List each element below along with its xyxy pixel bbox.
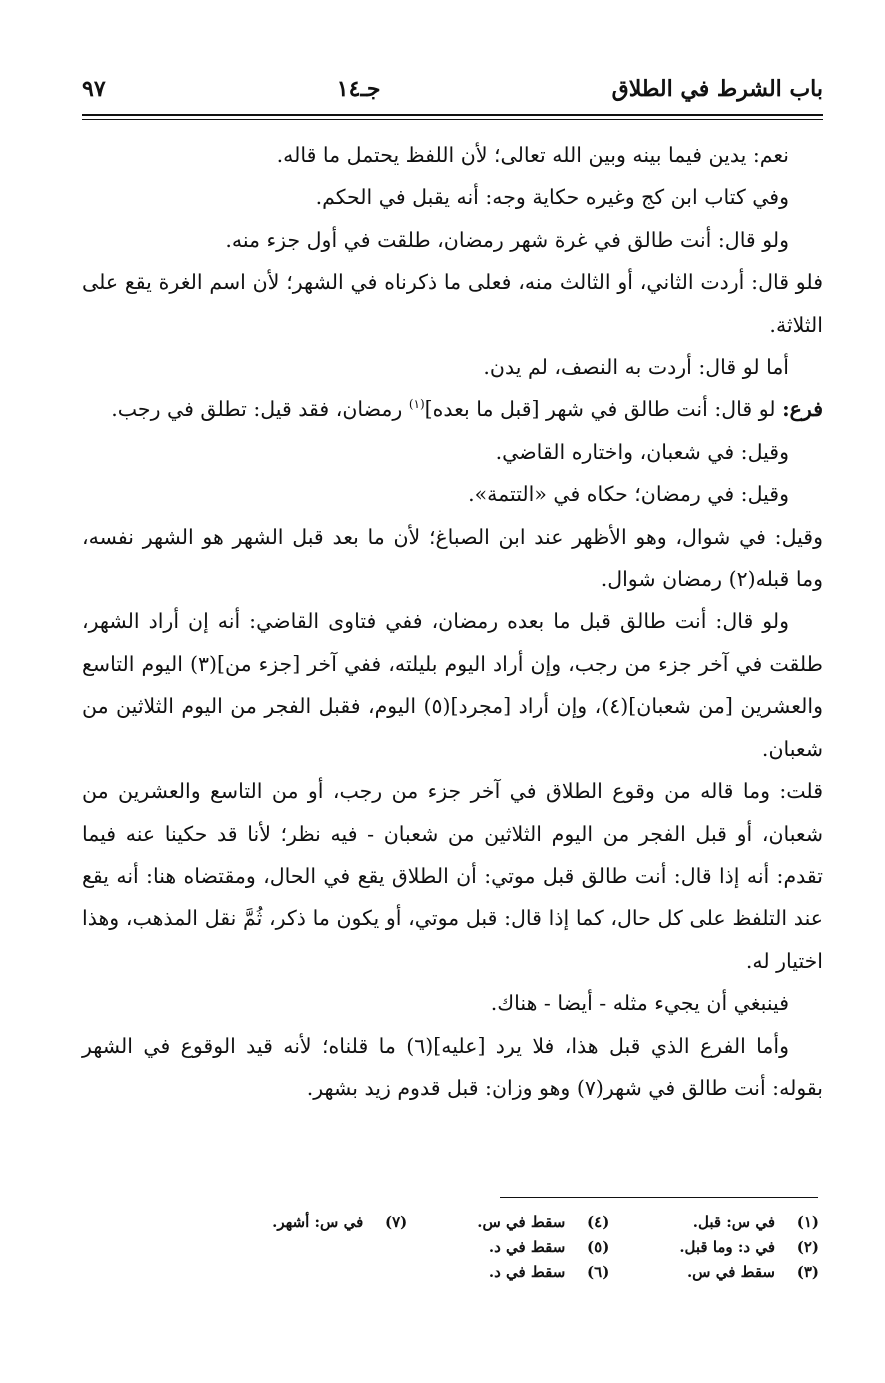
paragraph: وفي كتاب ابن كج وغيره حكاية وجه: أنه يقبل في الحكم.	[315, 185, 789, 210]
far-text-2: رمضان، فقد قيل: تطلق في رجب.	[111, 397, 409, 422]
header-rule-thick	[82, 114, 823, 116]
footnote-text: سقط في د.	[488, 1238, 566, 1256]
volume-number: جـ١٤	[336, 76, 381, 102]
footnote	[477, 1210, 609, 1235]
footnote-number: (٧)	[384, 1213, 408, 1231]
footnote	[477, 1235, 609, 1260]
page-number: ٩٧	[82, 76, 106, 102]
footnote-number: (٤)	[587, 1213, 610, 1231]
footnote-number: (٣)	[796, 1263, 819, 1281]
footnote	[679, 1210, 819, 1235]
paragraph: وقيل: في شوال، وهو الأظهر عند ابن الصباغ؛ لأن ما بعد قبل الشهر هو الشهر نفسه، وما قبله(٢) رمضان شوال.	[82, 524, 823, 592]
chapter-title: باب الشرط في الطلاق	[611, 76, 823, 102]
footnote-text: سقط في س.	[477, 1213, 566, 1231]
footnote-text: في س: أشهر.	[272, 1213, 364, 1231]
paragraph: قلت: وما قاله من وقوع الطلاق في آخر جزء من رجب، أو من التاسع والعشرين من شعبان، أو قبل الفجر من اليوم الثلاثين من شعبان - فيه نظر؛ لأنا قد حكينا عنه فيما تقدم: أنه إذا قال: أنت طالق قبل موتي: أن الطلاق يقع في الحال، ومقتضاه هنا: أنه يقع عند التلفظ على كل حال، كما إذا قال: قبل موتي، أو يكون ما ذكر، ثُمَّ نقل المذهب، وهذا اختيار له.	[82, 779, 823, 973]
paragraph: نعم: يدين فيما بينه وبين الله تعالى؛ لأن اللفظ يحتمل ما قاله.	[276, 143, 789, 167]
main-text	[82, 134, 823, 1109]
footnote	[477, 1260, 609, 1285]
paragraph: فلو قال: أردت الثاني، أو الثالث منه، فعلى ما ذكرناه في الشهر؛ لأن اسم الغرة يقع على الثلاثة.	[82, 270, 823, 337]
header-rule-thin	[82, 119, 823, 120]
footnote-ref: (١)	[408, 397, 425, 412]
footnote	[272, 1210, 407, 1235]
footnote-text: في د: وما قبل.	[679, 1238, 775, 1256]
paragraph: وقيل: في شعبان، واختاره القاضي.	[495, 439, 789, 464]
paragraph: ولو قال: أنت طالق في غرة شهر رمضان، طلقت في أول جزء منه.	[225, 227, 789, 252]
paragraph: وقيل: في رمضان؛ حكاه في «التتمة».	[468, 482, 789, 507]
footnote	[679, 1235, 819, 1260]
footnote-text: في س: قبل.	[692, 1213, 775, 1231]
footnote-text: سقط في د.	[488, 1263, 566, 1281]
footnote-column	[679, 1210, 819, 1285]
footnotes	[130, 1210, 819, 1285]
paragraph: وأما الفرع الذي قبل هذا، فلا يرد [عليه](٦) ما قلناه؛ لأنه قيد الوقوع في الشهر بقوله: أنت طالق في شهر(٧) وهو وزان: قبل قدوم زيد بشهر.	[82, 1033, 823, 1100]
running-header	[82, 72, 823, 106]
footnote	[679, 1260, 819, 1285]
paragraph: ولو قال: أنت طالق قبل ما بعده رمضان، ففي فتاوى القاضي: أنه إن أراد الشهر، طلقت في آخر جزء من رجب، وإن أراد اليوم بليلته، ففي آخر [جزء من](٣) اليوم التاسع والعشرين [من شعبان](٤)، وإن أراد [مجرد](٥) اليوم، فقبل الفجر من اليوم الثلاثين من شعبان.	[82, 609, 823, 761]
footnote-text: سقط في س.	[686, 1263, 775, 1281]
footnote-column	[272, 1210, 407, 1285]
footnote-number: (٦)	[587, 1263, 610, 1281]
paragraph-far	[82, 388, 823, 430]
footnote-separator	[500, 1197, 818, 1198]
footnote-number: (٢)	[796, 1238, 819, 1256]
paragraph: أما لو قال: أردت به النصف، لم يدن.	[483, 355, 789, 380]
paragraph: فينبغي أن يجيء مثله - أيضا - هناك.	[490, 991, 789, 1016]
footnote-number: (٥)	[587, 1238, 610, 1256]
footnote-number: (١)	[796, 1213, 819, 1231]
far-text-1: لو قال: أنت طالق في شهر [قبل ما بعده]	[424, 397, 776, 422]
footnote-column	[477, 1210, 609, 1285]
far-label: فرع:	[782, 397, 823, 422]
